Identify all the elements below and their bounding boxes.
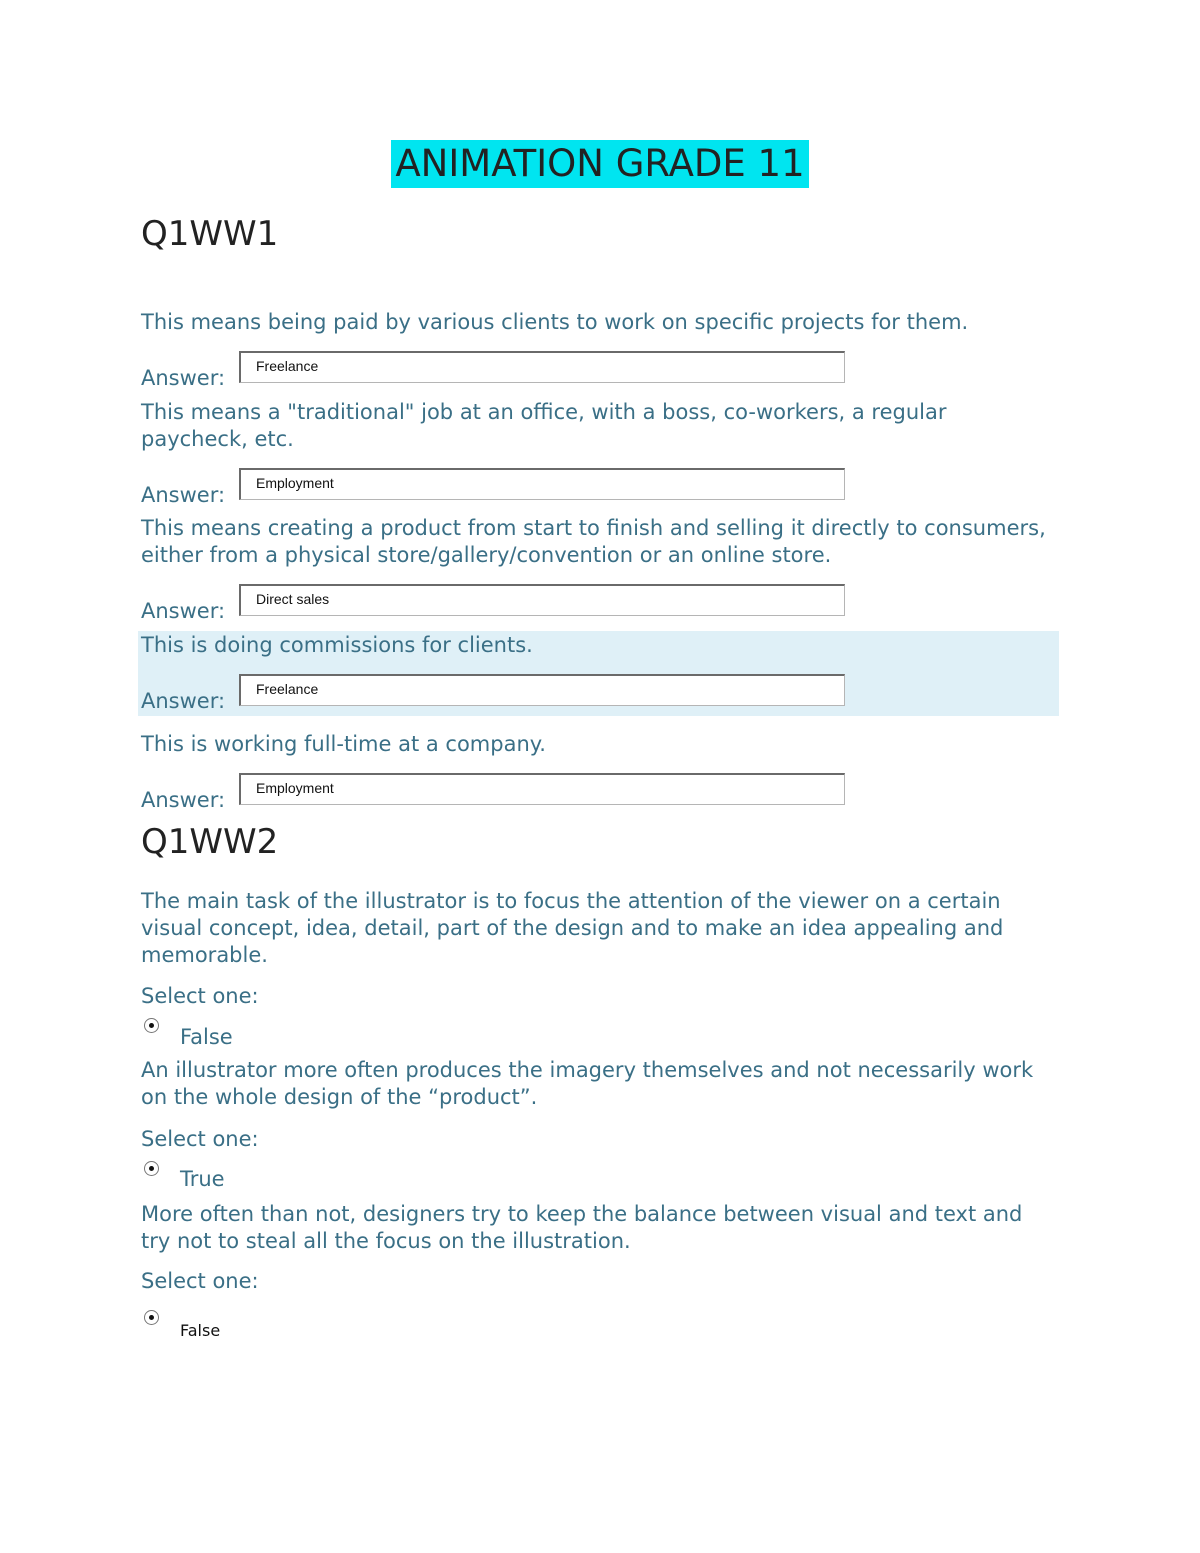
question-text: More often than not, designers try to keep the balance between visual and text and try not to steal all the focus on the illustration. [141, 1202, 1023, 1253]
answer-label: Answer: [141, 483, 226, 507]
answer-field[interactable]: Freelance [239, 674, 845, 706]
section-heading-q1ww2: Q1WW2 [141, 822, 279, 862]
select-one-label: Select one: [141, 1269, 259, 1293]
radio-button-selected[interactable] [144, 1018, 159, 1033]
radio-button-selected[interactable] [144, 1161, 159, 1176]
section-heading-q1ww1: Q1WW1 [141, 214, 279, 254]
answer-label: Answer: [141, 366, 226, 390]
answer-field[interactable]: Employment [239, 773, 845, 805]
radio-button-selected[interactable] [144, 1310, 159, 1325]
answer-field[interactable]: Employment [239, 468, 845, 500]
select-one-label: Select one: [141, 1127, 259, 1151]
question-text: This is working full-time at a company. [141, 732, 546, 756]
choice-label: True [180, 1167, 225, 1191]
document-title-wrap [0, 140, 1200, 188]
choice-label: False [180, 1321, 221, 1340]
question-text: This is doing commissions for clients. [141, 633, 533, 657]
answer-label: Answer: [141, 689, 226, 713]
question-text: An illustrator more often produces the imagery themselves and not necessarily work on the whole design of the “product”. [141, 1058, 1034, 1109]
question-text: The main task of the illustrator is to focus the attention of the viewer on a certain visual concept, idea, detail, part of the design and to make an idea appealing and memorable. [141, 889, 1004, 967]
select-one-label: Select one: [141, 984, 259, 1008]
answer-field[interactable]: Direct sales [239, 584, 845, 616]
answer-label: Answer: [141, 599, 226, 623]
answer-field[interactable]: Freelance [239, 351, 845, 383]
document-title: ANIMATION GRADE 11 [391, 140, 808, 188]
answer-label: Answer: [141, 788, 226, 812]
question-text: This means being paid by various clients to work on specific projects for them. [141, 310, 969, 334]
choice-label: False [180, 1025, 233, 1049]
question-text: This means creating a product from start to finish and selling it directly to consumers, either from a physical store/gallery/convention or an online store. [141, 516, 1046, 567]
question-text: This means a "traditional" job at an office, with a boss, co-workers, a regular paycheck, etc. [141, 400, 947, 451]
